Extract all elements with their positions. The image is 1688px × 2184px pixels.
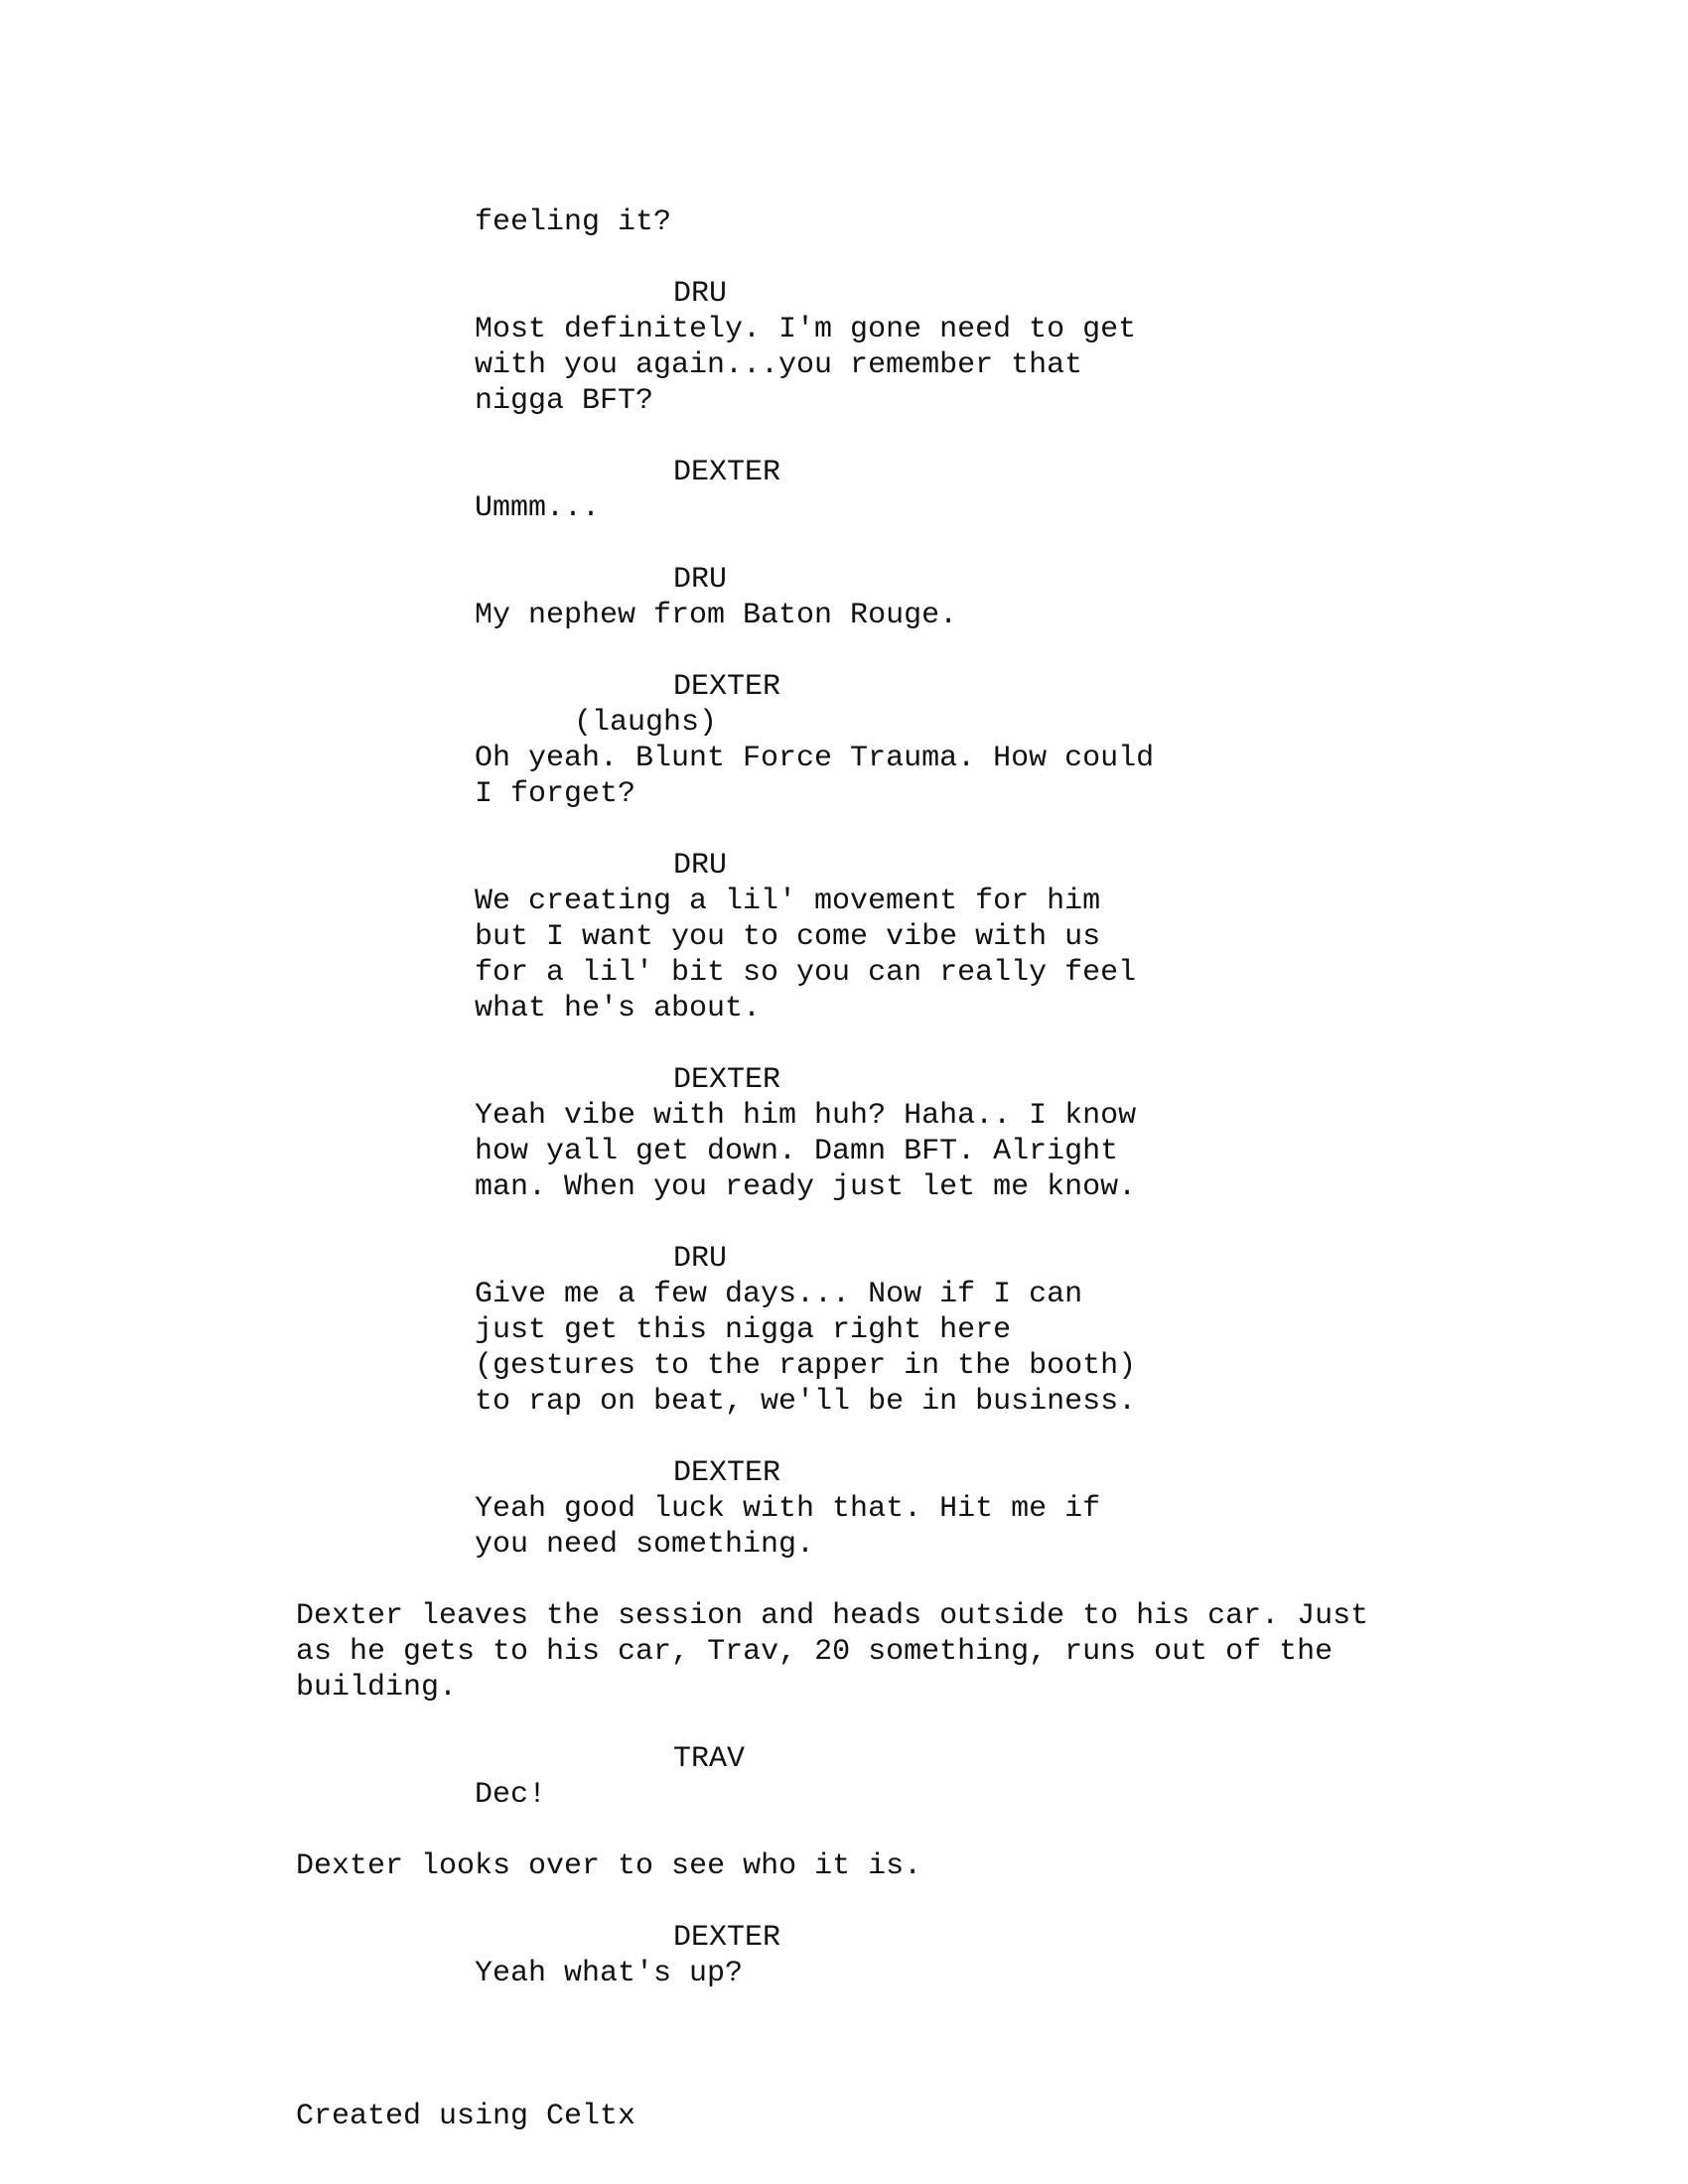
character-name: DEXTER: [673, 1456, 781, 1490]
dialogue-line: (gestures to the rapper in the booth): [475, 1349, 1137, 1383]
dialogue-line: to rap on beat, we'll be in business.: [475, 1385, 1137, 1419]
action-line: Dexter leaves the session and heads outside to his car. Just: [296, 1599, 1369, 1633]
dialogue-line: but I want you to come vibe with us: [475, 920, 1101, 954]
dialogue-line: how yall get down. Damn BFT. Alright: [475, 1135, 1119, 1168]
dialogue-line: man. When you ready just let me know.: [475, 1170, 1137, 1204]
action-line: as he gets to his car, Trav, 20 something, runs out of the: [296, 1635, 1334, 1669]
character-name: DEXTER: [673, 1063, 781, 1097]
dialogue-line: Yeah vibe with him huh? Haha.. I know: [475, 1099, 1137, 1133]
character-name: DEXTER: [673, 670, 781, 704]
dialogue-line: Yeah good luck with that. Hit me if: [475, 1492, 1101, 1526]
dialogue-line: just get this nigga right here: [475, 1313, 1012, 1347]
dialogue-line: Oh yeah. Blunt Force Trauma. How could: [475, 742, 1155, 775]
character-name: DRU: [673, 563, 728, 597]
dialogue-line: Most definitely. I'm gone need to get: [475, 313, 1137, 346]
dialogue-line: you need something.: [475, 1528, 815, 1562]
dialogue-line: My nephew from Baton Rouge.: [475, 599, 958, 632]
dialogue-line: Ummm...: [475, 491, 601, 525]
action-line: building.: [296, 1671, 458, 1705]
dialogue-line: for a lil' bit so you can really feel: [475, 956, 1137, 990]
dialogue-line: Give me a few days... Now if I can: [475, 1278, 1083, 1311]
dialogue-line: nigga BFT?: [475, 384, 654, 418]
dialogue-line: We creating a lil' movement for him: [475, 885, 1101, 918]
dialogue-line: feeling it?: [475, 205, 672, 239]
character-name: DRU: [673, 277, 728, 311]
character-name: DRU: [673, 1242, 728, 1276]
character-name: TRAV: [673, 1742, 746, 1776]
footer-credit: Created using Celtx: [296, 2100, 636, 2133]
character-name: DEXTER: [673, 1921, 781, 1955]
character-name: DRU: [673, 849, 728, 883]
character-name: DEXTER: [673, 456, 781, 489]
dialogue-line: Dec!: [475, 1778, 547, 1812]
parenthetical: (laughs): [574, 706, 718, 740]
dialogue-line: Yeah what's up?: [475, 1957, 744, 1990]
dialogue-line: with you again...you remember that: [475, 348, 1083, 382]
dialogue-line: I forget?: [475, 777, 636, 811]
dialogue-line: what he's about.: [475, 992, 762, 1025]
action-line: Dexter looks over to see who it is.: [296, 1849, 922, 1883]
